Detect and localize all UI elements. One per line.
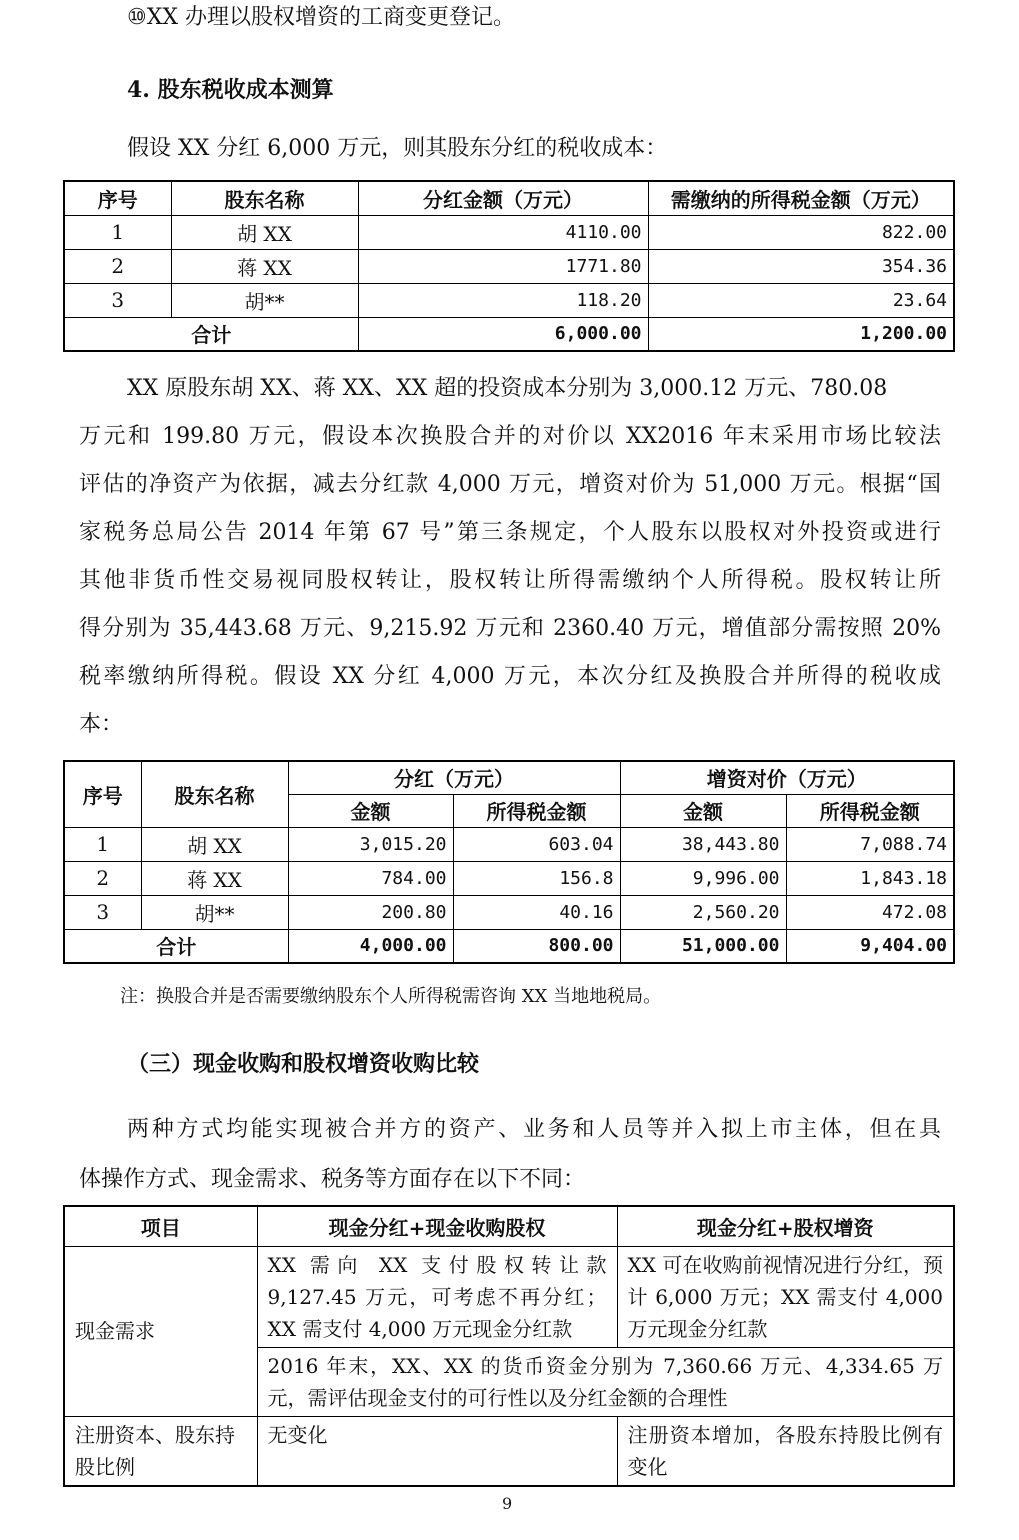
- table-row-cash-need: [64, 1246, 954, 1347]
- cell-dividend-amount: 200.80: [288, 895, 453, 929]
- cell-cash-need-option-a: XX 需向 XX 支付股权转让款 9,127.45 万元，可考虑不再分红；XX 需支付 4,000 万元现金分红款: [257, 1246, 617, 1347]
- paragraph-line-8-text: 本：: [79, 712, 124, 737]
- cell-name: 胡**: [141, 895, 288, 929]
- cell-capital-tax: 7,088.74: [786, 827, 954, 861]
- section3-intro-line-2-text: 体操作方式、现金需求、税务等方面存在以下不同：: [79, 1167, 586, 1192]
- page-number: 9: [502, 1494, 513, 1513]
- cell-tax: 822.00: [648, 215, 954, 249]
- paragraph-line-4-text: 家税务总局公告 2014 年第 67 号”第三条规定，个人股东以股权对外投资或进行: [79, 520, 941, 545]
- cell-registered-capital-option-b: 注册资本增加，各股东持股比例有变化: [617, 1416, 954, 1486]
- header-seq: 序号: [64, 181, 171, 215]
- cell-dividend: 118.20: [358, 283, 648, 317]
- header-dividend-tax: 所得税金额: [453, 794, 620, 827]
- cell-seq: 3: [64, 895, 141, 929]
- table-row: [64, 283, 954, 317]
- cell-cash-need-option-b: XX 可在收购前视情况进行分红，预计 6,000 万元；XX 需支付 4,000 万元现金分红款: [617, 1246, 954, 1347]
- total-capital-tax: 9,404.00: [786, 929, 954, 963]
- table-row: [64, 827, 954, 861]
- cell-capital-amount: 2,560.20: [620, 895, 786, 929]
- paragraph-line-3: [79, 461, 941, 510]
- cell-dividend: 4110.00: [358, 215, 648, 249]
- cell-name: 胡 XX: [171, 215, 358, 249]
- paragraph-line-5-text: 其他非货币性交易视同股权转让，股权转让所得需缴纳个人所得税。股权转让所: [79, 568, 941, 593]
- table-note: 注：换股合并是否需要缴纳股东个人所得税需咨询 XX 当地地税局。: [120, 986, 662, 1007]
- header-tax: 需缴纳的所得税金额（万元）: [648, 181, 954, 215]
- paragraph-line-2-text: 万元和 199.80 万元，假设本次换股合并的对价以 XX2016 年末采用市场比较法: [79, 424, 941, 449]
- cell-name: 蒋 XX: [141, 861, 288, 895]
- table-row: [64, 861, 954, 895]
- header-dividend-group: 分红（万元）: [288, 761, 620, 794]
- header-shareholder: 股东名称: [141, 761, 288, 827]
- header-dividend-amount: 金额: [288, 794, 453, 827]
- cell-dividend-amount: 784.00: [288, 861, 453, 895]
- cell-name: 蒋 XX: [171, 249, 358, 283]
- cell-capital-tax: 1,843.18: [786, 861, 954, 895]
- total-tax: 1,200.00: [648, 317, 954, 351]
- table-total-row: [64, 317, 954, 351]
- table1-intro: 假设 XX 分红 6,000 万元，则其股东分红的税收成本：: [127, 136, 668, 161]
- paragraph-line-8: [79, 701, 941, 750]
- header-capital-amount: 金额: [620, 794, 786, 827]
- cell-capital-amount: 38,443.80: [620, 827, 786, 861]
- paragraph-line-6-text: 得分别为 35,443.68 万元、9,215.92 万元和 2360.40 万元，增值部分需按照 20%: [79, 616, 941, 641]
- header-dividend: 分红金额（万元）: [358, 181, 648, 215]
- table-total-row: [64, 929, 954, 963]
- header-equity-increase: 现金分红+股权增资: [617, 1206, 954, 1246]
- cell-tax: 354.36: [648, 249, 954, 283]
- cell-dividend-amount: 3,015.20: [288, 827, 453, 861]
- table-header-row: [64, 181, 954, 215]
- table-row-registered-capital: [64, 1416, 954, 1486]
- cell-seq: 2: [64, 249, 171, 283]
- table-row: [64, 895, 954, 929]
- paragraph-line-1: [79, 365, 941, 414]
- dividend-tax-table: [63, 180, 955, 352]
- cell-dividend-tax: 156.8: [453, 861, 620, 895]
- header-item: 项目: [64, 1206, 257, 1246]
- row-label-registered-capital: 注册资本、股东持股比例: [64, 1416, 257, 1486]
- section3-intro-line-2: [79, 1155, 941, 1205]
- row-label-cash-need: 现金需求: [64, 1246, 257, 1416]
- paragraph-line-6: [79, 605, 941, 654]
- total-capital-amount: 51,000.00: [620, 929, 786, 963]
- cell-cash-need-common: 2016 年末，XX、XX 的货币资金分别为 7,360.66 万元、4,334.65 万元，需评估现金支付的可行性以及分红金额的合理性: [257, 1347, 954, 1416]
- paragraph-line-3-text: 评估的净资产为依据，减去分红款 4,000 万元，增资对价为 51,000 万元。根据“国: [79, 472, 941, 497]
- header-seq: 序号: [64, 761, 141, 827]
- header-capital-tax: 所得税金额: [786, 794, 954, 827]
- total-dividend-tax: 800.00: [453, 929, 620, 963]
- table-header-row: [64, 1206, 954, 1246]
- cell-dividend-tax: 603.04: [453, 827, 620, 861]
- total-dividend-amount: 4,000.00: [288, 929, 453, 963]
- paragraph-line-2: [79, 413, 941, 462]
- total-label: 合计: [64, 929, 288, 963]
- cell-seq: 3: [64, 283, 171, 317]
- table-row: [64, 249, 954, 283]
- header-cash-acquisition: 现金分红+现金收购股权: [257, 1206, 617, 1246]
- cell-seq: 1: [64, 215, 171, 249]
- cell-seq: 2: [64, 861, 141, 895]
- cell-name: 胡 XX: [141, 827, 288, 861]
- list-item-10: ⑩XX 办理以股权增资的工商变更登记。: [127, 5, 516, 30]
- comparison-table: [63, 1205, 955, 1487]
- paragraph-line-5: [79, 557, 941, 606]
- cell-dividend-tax: 40.16: [453, 895, 620, 929]
- paragraph-line-7: [79, 653, 941, 702]
- cell-capital-amount: 9,996.00: [620, 861, 786, 895]
- cell-tax: 23.64: [648, 283, 954, 317]
- header-shareholder: 股东名称: [171, 181, 358, 215]
- cell-name: 胡**: [171, 283, 358, 317]
- cell-dividend: 1771.80: [358, 249, 648, 283]
- paragraph-line-4: [79, 509, 941, 558]
- cell-capital-tax: 472.08: [786, 895, 954, 929]
- table-row: [64, 215, 954, 249]
- paragraph-line-1-text: XX 原股东胡 XX、蒋 XX、XX 超的投资成本分别为 3,000.12 万元、780.08: [127, 376, 888, 401]
- header-capital-group: 增资对价（万元）: [620, 761, 954, 794]
- section3-intro-line-1: [79, 1105, 941, 1155]
- section3-intro-line-1-text: 两种方式均能实现被合并方的资产、业务和人员等并入拟上市主体，但在具: [127, 1117, 941, 1142]
- total-label: 合计: [64, 317, 358, 351]
- total-dividend: 6,000.00: [358, 317, 648, 351]
- table-header-row: [64, 761, 954, 794]
- section-heading-4: 4. 股东税收成本测算: [127, 77, 334, 103]
- cell-seq: 1: [64, 827, 141, 861]
- section-heading-3: （三）现金收购和股权增资收购比较: [127, 1051, 480, 1077]
- cell-registered-capital-option-a: 无变化: [257, 1416, 617, 1486]
- merger-tax-table: [63, 760, 955, 964]
- paragraph-line-7-text: 税率缴纳所得税。假设 XX 分红 4,000 万元，本次分红及换股合并所得的税收成: [79, 664, 941, 689]
